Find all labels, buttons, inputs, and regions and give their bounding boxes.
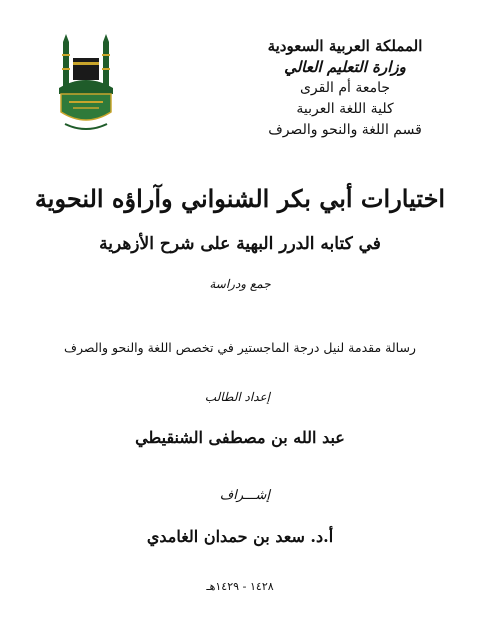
university-name: جامعة أم القرى bbox=[299, 80, 391, 96]
ministry-name: وزارة التعليم العالي bbox=[284, 58, 406, 76]
kingdom-name: المملكة العربية السعودية bbox=[267, 37, 423, 55]
college-name: كلية اللغة العربية bbox=[296, 101, 394, 117]
supervision-label: إشـــراف bbox=[219, 488, 270, 503]
thesis-title: اختيارات أبي بكر الشنواني وآراؤه النحوية bbox=[34, 184, 446, 213]
prepared-by-label: إعداد الطالب bbox=[204, 390, 270, 404]
supervisor-name: أ.د. سعد بن حمدان الغامدي bbox=[146, 527, 334, 546]
student-name: عبد الله بن مصطفى الشنقيطي bbox=[135, 428, 345, 447]
department-name: قسم اللغة والنحو والصرف bbox=[268, 122, 422, 138]
thesis-subtitle: في كتابه الدرر البهية على شرح الأزهرية bbox=[99, 234, 381, 254]
university-logo-icon bbox=[55, 32, 117, 134]
academic-year: ١٤٢٨ - ١٤٢٩هـ bbox=[206, 580, 274, 593]
thesis-method: جمع ودراسة bbox=[209, 277, 271, 291]
institution-header bbox=[240, 36, 450, 141]
degree-statement: رسالة مقدمة لنيل درجة الماجستير في تخصص اللغة والنحو والصرف bbox=[64, 340, 416, 355]
